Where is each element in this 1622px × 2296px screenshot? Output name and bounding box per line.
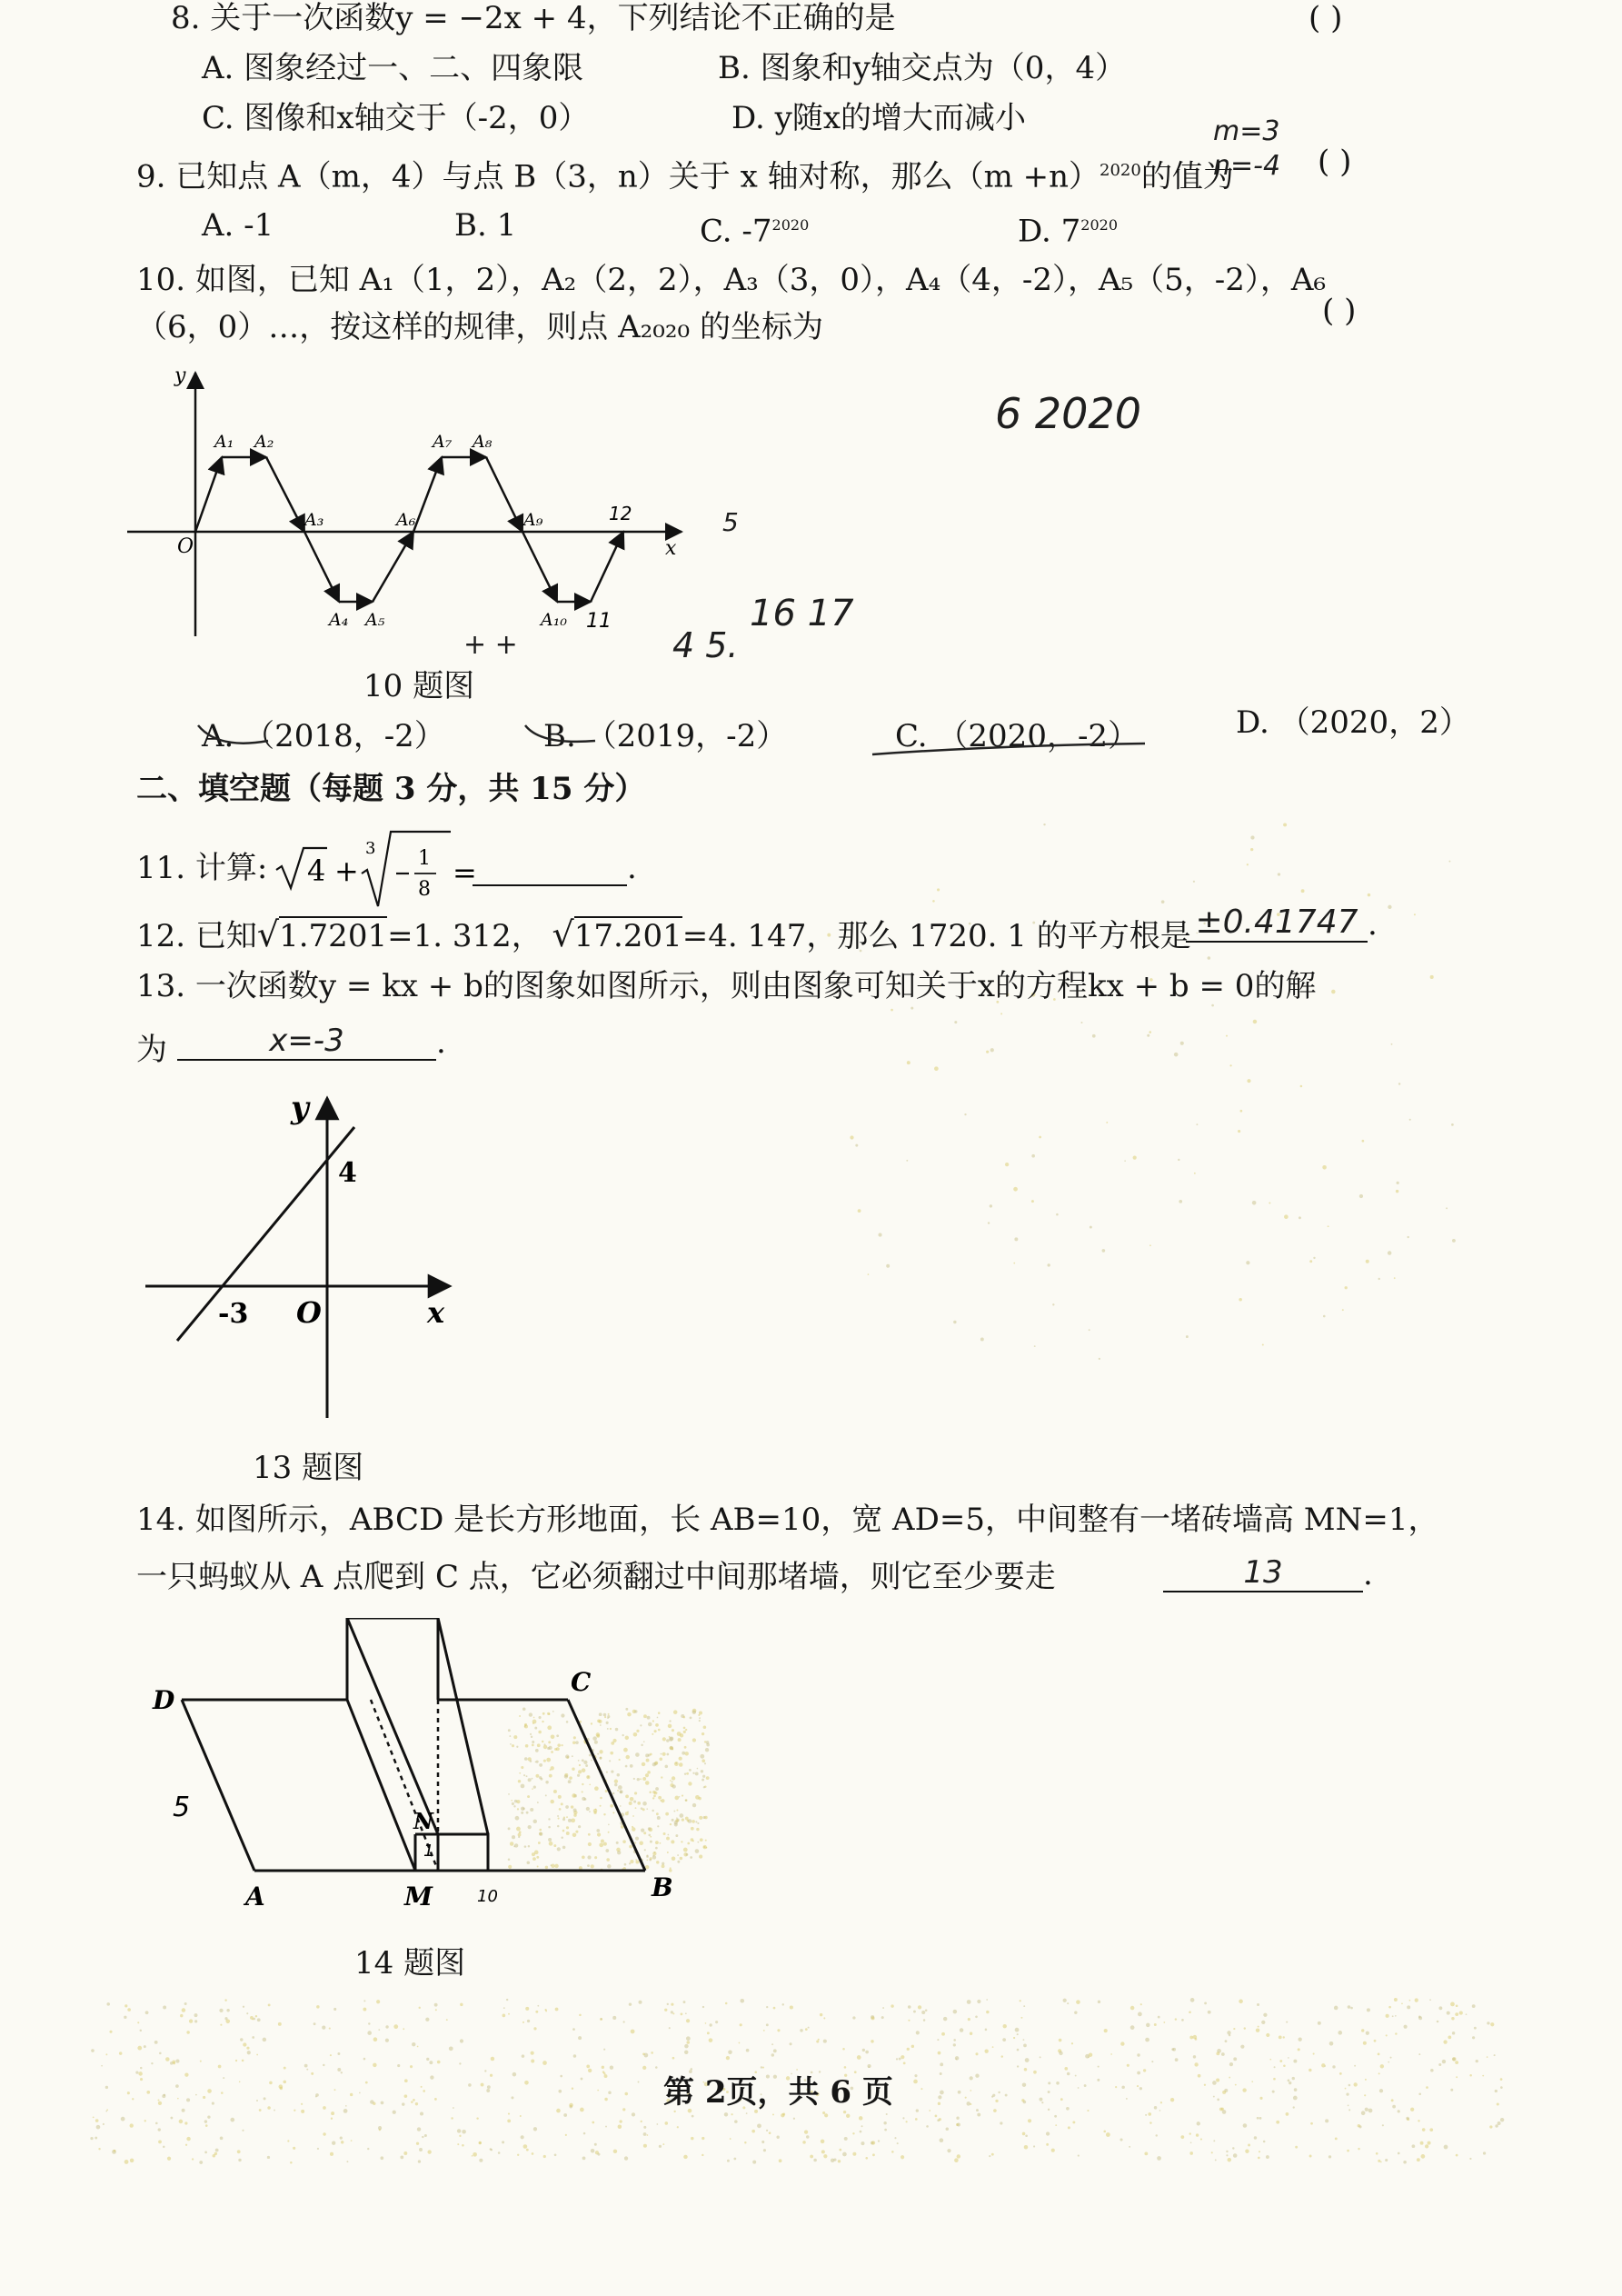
q10-scribble-1617: 16 17 <box>750 593 854 634</box>
label-a: A <box>245 1882 265 1912</box>
q10-zigzag-graph <box>127 364 691 654</box>
label-m: M <box>404 1882 433 1912</box>
q8-option-b: B. 图象和y轴交点为（0，4） <box>718 50 1127 86</box>
origin-label: O <box>296 1295 322 1330</box>
q13-line1: 13. 一次函数y = kx + b的图象如图所示，则由图象可知关于x的方程kx + b = 0的解 <box>136 968 1317 1004</box>
q14-answer-blank[interactable]: 13 . <box>1163 1554 1373 1592</box>
q9-option-a: A. -1 <box>202 207 274 244</box>
q11-blank-line[interactable]: . <box>473 850 637 886</box>
origin-label: O <box>177 535 194 558</box>
label-b: B <box>652 1872 673 1902</box>
svg-text:+: + <box>334 854 359 888</box>
label-a6: A₆ <box>396 510 416 530</box>
q14-line1: 14. 如图所示，ABCD 是长方形地面，长 AB=10，宽 AD=5，中间整有一堵砖墙高 MN=1， <box>136 1502 1439 1538</box>
q9-option-d: D. $7^{2020}$ <box>1018 213 1119 250</box>
q11-frac-den: 8 <box>418 878 431 901</box>
q13-line-graph <box>136 1082 500 1427</box>
q11-equals: = <box>453 855 477 890</box>
section2-title: 二、填空题（每题 3 分，共 15 分） <box>136 771 646 807</box>
q8-answer-paren: ( ) <box>1309 0 1343 36</box>
x-axis-label: x <box>427 1295 445 1330</box>
q11-root-index: 3 <box>365 839 376 858</box>
note-height-1: 1 <box>423 1842 434 1861</box>
q8-stem: 8. 关于一次函数y = −2x + 4，下列结论不正确的是 <box>171 0 896 36</box>
graph10-note-12: 12 <box>609 503 632 524</box>
label-a10: A₁₀ <box>541 610 567 630</box>
q9-answer-paren: ( ) <box>1318 144 1352 180</box>
q14-figure-caption: 14 题图 <box>354 1945 466 1982</box>
q9-handwritten-n: n=-4 <box>1213 150 1281 182</box>
q11-formula <box>273 823 482 913</box>
q10-answer-paren: ( ) <box>1322 293 1357 329</box>
x-intercept-label: -3 <box>218 1298 249 1330</box>
q12-line: 12. 已知√1.7201=1. 312， √17.201=4. 147，那么 1720. 1 的平方根是 <box>136 914 1191 954</box>
label-a4: A₄ <box>329 610 349 630</box>
page-footer: 第 2页，共 6 页 <box>663 2074 893 2111</box>
graph10-note-11: 11 <box>586 610 612 633</box>
q9-option-b: B. 1 <box>454 207 517 244</box>
note-width-5: 5 <box>173 1792 191 1823</box>
q14-line2: 一只蚂蚁从 A 点爬到 C 点，它必须翻过中间那堵墙，则它至少要走 <box>136 1559 1056 1595</box>
q11-radicand: 4 <box>307 854 326 888</box>
q10-option-b: B. （2019，-2） <box>543 718 788 754</box>
label-a8: A₈ <box>473 432 493 452</box>
label-a5: A₅ <box>365 610 385 630</box>
q10-line2: （6，0）…，按这样的规律，则点 A₂₀₂₀ 的坐标为 <box>136 309 823 345</box>
q8-option-d: D. y随x的增大而减小 <box>731 100 1027 136</box>
q10-handwritten-note: 6 2020 <box>995 389 1141 438</box>
note-length-10: 10 <box>477 1887 498 1906</box>
label-a7: A₇ <box>433 432 453 452</box>
q13-figure-caption: 13 题图 <box>253 1450 364 1486</box>
label-a2: A₂ <box>254 432 274 452</box>
q10-scribble-5: 5 <box>722 507 739 537</box>
q12-answer-blank[interactable]: ±0.41747 . <box>1186 904 1378 943</box>
q13-answer-blank[interactable]: x=-3 . <box>177 1023 446 1061</box>
q10-option-d: D. （2020，2） <box>1236 704 1470 741</box>
label-n: N <box>413 1808 433 1834</box>
x-axis-label: x <box>665 537 677 560</box>
label-c: C <box>571 1667 592 1697</box>
q8-option-c: C. 图像和x轴交于（-2，0） <box>202 100 590 136</box>
label-d: D <box>153 1685 175 1715</box>
q10-figure-caption: 10 题图 <box>363 668 475 704</box>
q8-option-a: A. 图象经过一、二、四象限 <box>202 50 584 86</box>
y-axis-label: y <box>174 364 186 387</box>
q10-line1: 10. 如图，已知 A₁（1，2），A₂（2，2），A₃（3，0），A₄（4，-2），A₅（5，-2），A₆ <box>136 262 1327 298</box>
q13-prefix: 为 <box>136 1032 167 1068</box>
y-axis-label: y <box>291 1090 309 1126</box>
q9-handwritten-m: m=3 <box>1213 115 1280 147</box>
q11-prefix: 11. 计算: <box>136 850 268 886</box>
q10-option-a: A. （2018，-2） <box>202 718 445 754</box>
q14-wall-diagram <box>145 1618 709 1918</box>
y-intercept-label: 4 <box>338 1157 357 1189</box>
q9-option-c: C. $-7^{2020}$ <box>700 213 810 250</box>
label-a1: A₁ <box>214 432 234 452</box>
label-a3: A₃ <box>304 510 324 530</box>
q10-scribble-45: 4 5. <box>672 625 739 665</box>
label-a9: A₉ <box>523 510 543 530</box>
q10-option-c: C. （2020，-2） <box>895 718 1139 754</box>
q9-stem: 9. 已知点 A（m，4）与点 B（3，n）关于 x 轴对称，那么$(m +n)^{2020}$的值为 <box>136 158 1234 195</box>
q11-frac-num: 1 <box>418 847 431 870</box>
q10-scribble-marks: + + <box>463 629 518 661</box>
